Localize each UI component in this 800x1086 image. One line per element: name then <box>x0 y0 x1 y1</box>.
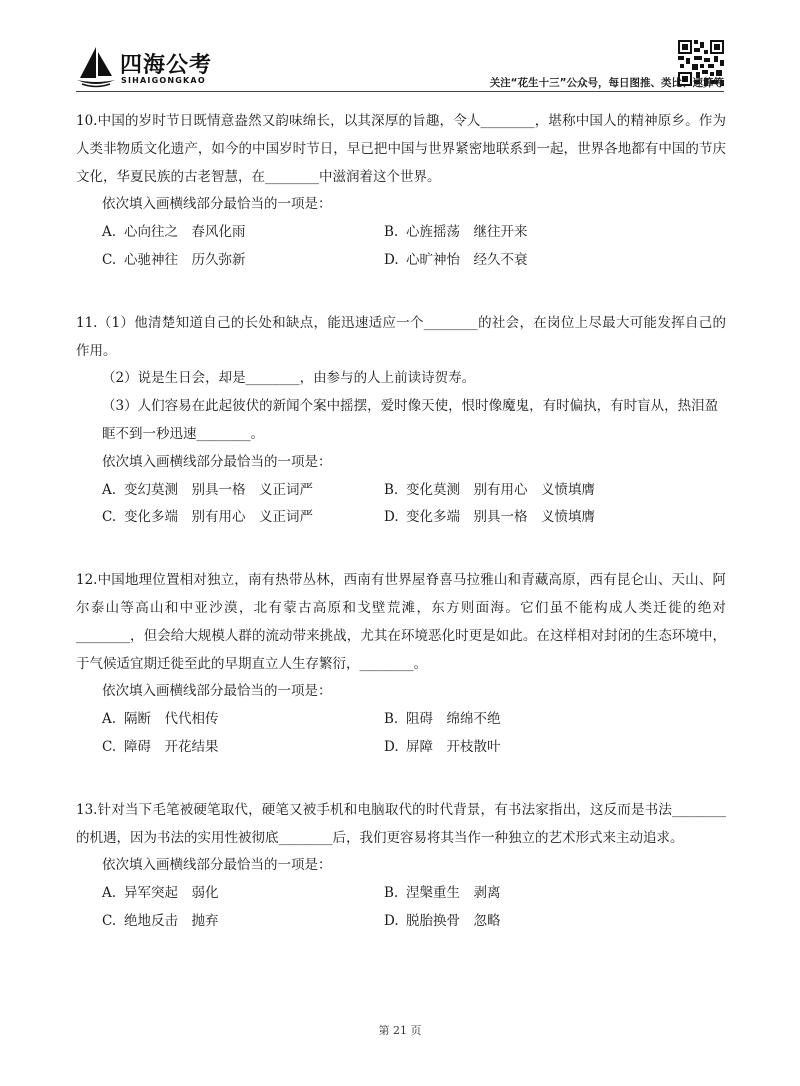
option-label: B. <box>384 885 399 902</box>
header-tagline: 关注“花生十三”公众号，每日图推、类比、速算等 <box>489 77 724 89</box>
answer-options <box>102 880 726 936</box>
option-label: A. <box>102 711 117 728</box>
option-label: A. <box>102 885 117 902</box>
option-text: 隔断 代代相传 <box>124 711 219 728</box>
brand-name: 四海公考 <box>120 53 213 78</box>
option-text: 心驰神往 历久弥新 <box>124 251 246 268</box>
question-number: 11. <box>76 314 98 331</box>
brand-logo <box>74 44 254 92</box>
option-b <box>384 219 666 247</box>
question-text: 针对当下毛笔被硬笔取代，硬笔又被手机和电脑取代的时代背景，有书法家指出，这反而是书法________的机遇，因为书法的实用性被彻底________后，我们更容易将其当作一种独立的艺术形式来主动追求。 <box>76 801 726 846</box>
option-c <box>102 734 384 762</box>
option-text: 异军突起 弱化 <box>124 885 219 902</box>
question-number: 12. <box>76 572 98 589</box>
option-text: 屏障 开枝散叶 <box>406 738 501 755</box>
brand-name-pinyin: SIHAIGONGKAO <box>121 76 206 85</box>
option-label: C. <box>102 912 117 929</box>
option-a <box>102 880 384 908</box>
question-number: 10. <box>76 113 98 129</box>
option-text: 变化多端 别有用心 义正词严 <box>124 509 313 526</box>
option-label: D. <box>384 509 399 526</box>
option-text: 心旷神怡 经久不衰 <box>406 251 528 268</box>
option-text: 脱胎换骨 忽略 <box>406 912 501 929</box>
question-list <box>76 108 726 971</box>
option-text: 涅槃重生 剥离 <box>406 885 501 902</box>
option-label: A. <box>102 224 117 241</box>
option-d <box>384 504 666 532</box>
question-prompt: 依次填入画横线部分最恰当的一项是： <box>102 196 332 213</box>
option-text: 心向往之 春风化雨 <box>124 224 246 241</box>
question-number: 13. <box>76 801 98 818</box>
question-text: 中国地理位置相对独立，南有热带丛林，西南有世界屋脊喜马拉雅山和青藏高原，西有昆仑山、天山、阿尔泰山等高山和中亚沙漠，北有蒙古高原和戈壁荒滩，东方则面海。它们虽不能构成人类迁徙的绝对________，但会给大规模人群的流动带来挑战，尤其在环境恶化时更是如此。在这样相对封闭的生态环境中，于气候适宜期迁徙至此的早期直立人生存繁衍，________。 <box>76 572 726 672</box>
sub-sentence-2: （2）说是生日会，却是________，由参与的人上前读诗贺寿。 <box>102 370 476 387</box>
page-number: 第 21 页 <box>378 1024 422 1037</box>
option-text: 变化多端 别具一格 义愤填膺 <box>406 509 595 526</box>
option-text: 障碍 开花结果 <box>124 738 219 755</box>
option-label: B. <box>384 481 399 498</box>
answer-options <box>102 706 726 762</box>
question-stem <box>76 567 726 678</box>
option-label: C. <box>102 738 117 755</box>
option-label: A. <box>102 481 117 498</box>
option-b <box>384 706 666 734</box>
option-text: 绝地反击 抛弃 <box>124 912 219 929</box>
option-a <box>102 219 384 247</box>
option-b <box>384 477 666 505</box>
option-a <box>102 477 384 505</box>
question-text: 中国的岁时节日既情意盎然又韵味绵长，以其深厚的旨趣，令人________，堪称中国人的精神原乡。作为人类非物质文化遗产，如今的中国岁时节日，早已把中国与世界紧密地联系到一起，世界各地都有中国的节庆文化，华夏民族的古老智慧，在________中滋润着这个世界。 <box>76 113 726 185</box>
question-stem <box>76 310 726 366</box>
option-c <box>102 504 384 532</box>
question-prompt: 依次填入画横线部分最恰当的一项是： <box>102 683 332 700</box>
option-text: 阻碍 绵绵不绝 <box>406 711 501 728</box>
option-label: D. <box>384 251 399 268</box>
option-text: 心旌摇荡 继往开来 <box>406 224 528 241</box>
option-text: 变化莫测 别有用心 义愤填膺 <box>406 481 595 498</box>
question-prompt: 依次填入画横线部分最恰当的一项是： <box>102 453 332 470</box>
question-12 <box>76 567 726 762</box>
question-prompt: 依次填入画横线部分最恰当的一项是： <box>102 857 332 874</box>
answer-options <box>102 477 726 533</box>
option-d <box>384 734 666 762</box>
sailboat-logo-icon <box>74 44 118 88</box>
option-b <box>384 880 666 908</box>
option-d <box>384 247 666 275</box>
header-divider <box>76 91 724 92</box>
option-c <box>102 908 384 936</box>
option-label: C. <box>102 251 117 268</box>
question-11 <box>76 310 726 532</box>
option-label: B. <box>384 711 399 728</box>
answer-options <box>102 219 726 275</box>
sub-sentence-3: （3）人们容易在此起彼伏的新闻个案中摇摆，爱时像天使，恨时像魔鬼，有时偏执，有时盲从，热泪盈眶不到一秒迅速________。 <box>102 398 719 442</box>
page-header <box>0 0 800 100</box>
option-text: 变幻莫测 别具一格 义正词严 <box>124 481 313 498</box>
question-stem <box>76 108 726 191</box>
option-label: C. <box>102 509 117 526</box>
option-label: B. <box>384 224 399 241</box>
option-d <box>384 908 666 936</box>
option-label: D. <box>384 738 399 755</box>
question-13 <box>76 797 726 936</box>
question-10 <box>76 108 726 275</box>
question-stem <box>76 797 726 853</box>
option-a <box>102 706 384 734</box>
option-label: D. <box>384 912 399 929</box>
sub-sentence-1: （1）他清楚知道自己的长处和缺点，能迅速适应一个________的社会，在岗位上尽最大可能发挥自己的作用。 <box>76 314 726 359</box>
option-c <box>102 247 384 275</box>
